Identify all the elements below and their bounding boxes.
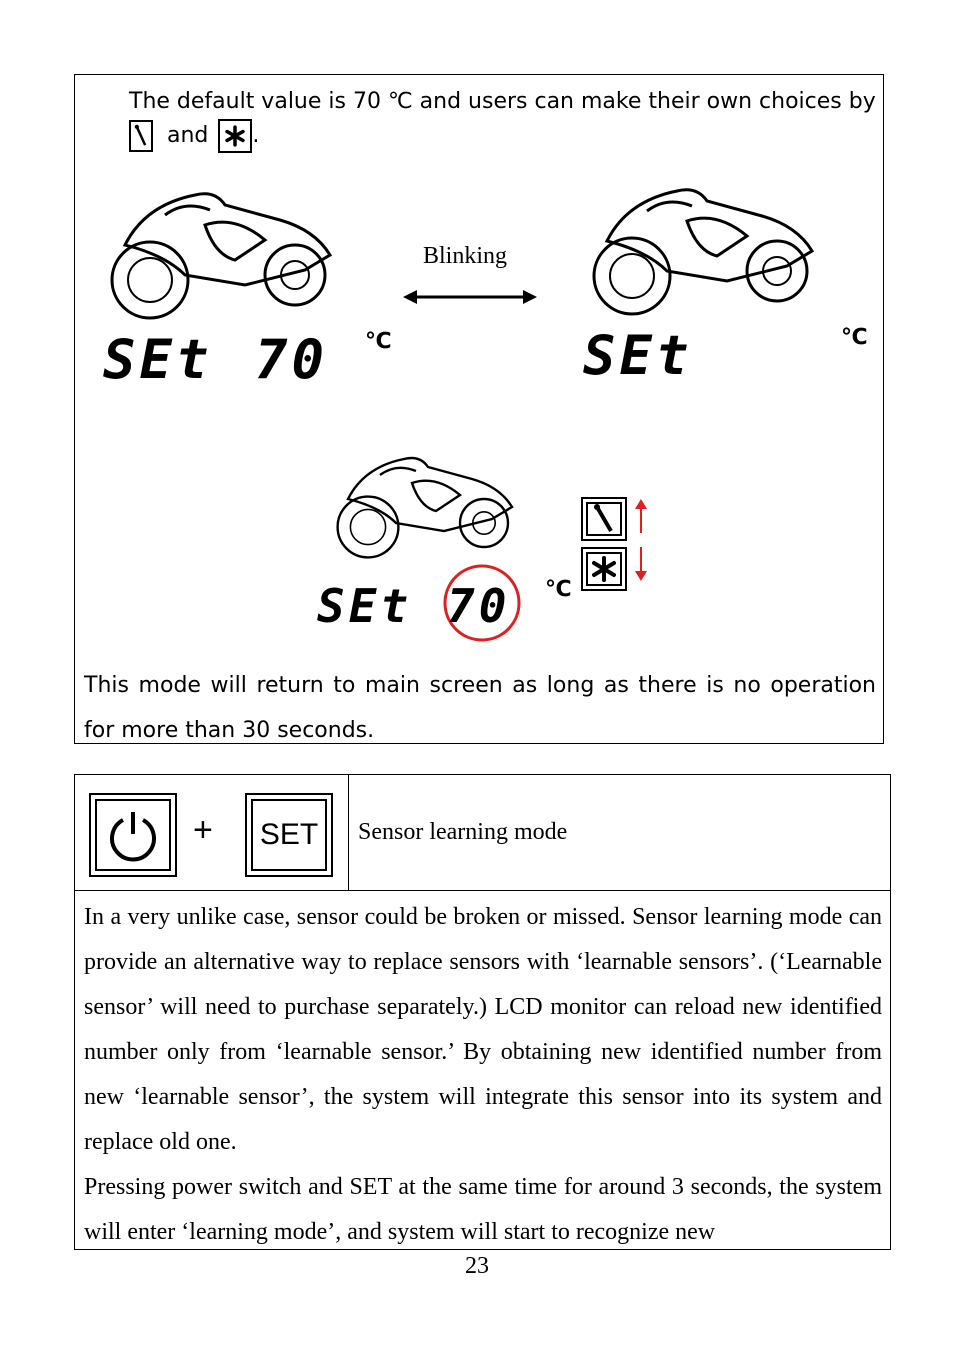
wrench-key-icon	[129, 120, 153, 152]
lcd-value-bottom: 70	[447, 579, 511, 633]
blinking-double-arrow-icon	[403, 287, 537, 307]
power-icon	[106, 808, 160, 862]
sensor-learning-panel	[74, 774, 891, 1250]
temperature-setting-panel	[74, 74, 884, 744]
paragraph-1: In a very unlike case, sensor could be broken or missed. Sensor learning mode can provide an alternative way to replace sensors with ‘learnable sensors’. (‘Learnable sensor’ will need to purchase separately.) LCD monitor can reload new identified number only from ‘learnable sensor.’ By obtaining new identified number from new ‘learnable sensor’, the system will integrate this sensor into its system and replace old one.	[84, 904, 882, 1155]
lcd-set-text-bottom: SEt	[317, 579, 413, 633]
wrench-icon	[589, 503, 619, 535]
fan-key-icon	[218, 119, 252, 153]
motorcycle-icon-right	[587, 181, 822, 321]
intro-line-1: The default value is 70 ℃ and users can make their own choices by	[129, 89, 876, 114]
and-word: and	[167, 123, 209, 148]
motorcycle-icon-bottom	[321, 451, 531, 563]
intro-line-2	[129, 119, 877, 153]
plus-sign: +	[193, 811, 213, 849]
lcd-set-text-left: SEt	[103, 328, 213, 391]
timeout-note: This mode will return to main screen as long as there is no operation for more than 30 seconds.	[84, 673, 876, 743]
arrow-down-icon	[633, 545, 649, 581]
fan-down-key	[581, 547, 627, 591]
degree-symbol-bottom: ℃	[545, 577, 572, 602]
blinking-label: Blinking	[423, 243, 508, 269]
intro-text	[129, 87, 877, 153]
degree-symbol-right: ℃	[841, 325, 868, 350]
page-number: 23	[465, 1253, 489, 1279]
wrench-up-key	[581, 497, 627, 541]
degree-symbol-left: ℃	[365, 329, 392, 354]
set-key	[245, 793, 333, 877]
intro-period: .	[252, 123, 260, 148]
mode-title: Sensor learning mode	[358, 819, 568, 845]
lcd-value-left: 70	[255, 328, 329, 391]
lcd-set-text-right: SEt	[583, 324, 693, 387]
fan-icon	[589, 554, 619, 584]
cell-divider	[348, 775, 349, 890]
sensor-description	[84, 895, 882, 1255]
arrow-up-icon	[633, 499, 649, 535]
motorcycle-icon-left	[105, 185, 340, 325]
set-key-label: SET	[259, 818, 319, 851]
row-divider	[75, 890, 890, 891]
power-key	[89, 793, 177, 877]
paragraph-2: Pressing power switch and SET at the same time for around 3 seconds, the system will enter ‘learning mode’, and system will start to recognize new	[84, 1174, 882, 1245]
